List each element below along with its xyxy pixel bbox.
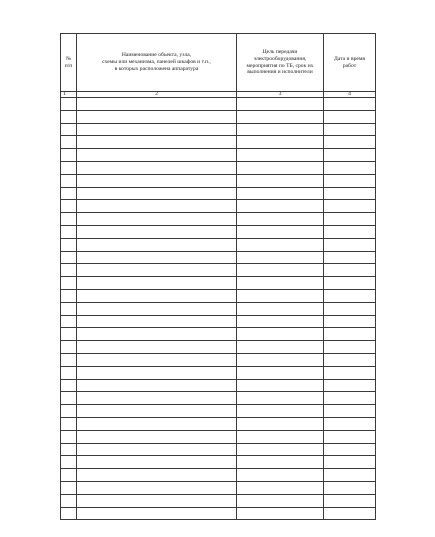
- cell-number[interactable]: [61, 507, 77, 520]
- header-object-name: [77, 34, 237, 92]
- cell-object-name[interactable]: [77, 200, 237, 213]
- cell-purpose[interactable]: [237, 98, 324, 111]
- work-log-table: [60, 33, 376, 520]
- cell-date-time[interactable]: [324, 149, 376, 162]
- cell-number[interactable]: [61, 123, 77, 136]
- cell-number[interactable]: [61, 213, 77, 226]
- table-row: [61, 277, 376, 290]
- cell-number[interactable]: [61, 225, 77, 238]
- cell-object-name[interactable]: [77, 494, 237, 507]
- header-row: [61, 34, 376, 92]
- cell-number[interactable]: [61, 277, 77, 290]
- cell-number[interactable]: [61, 149, 77, 162]
- header-number: [61, 34, 77, 92]
- cell-purpose[interactable]: [237, 149, 324, 162]
- cell-number[interactable]: [61, 417, 77, 430]
- cell-object-name[interactable]: [77, 225, 237, 238]
- cell-date-time[interactable]: [324, 289, 376, 302]
- cell-purpose[interactable]: [237, 136, 324, 149]
- cell-number[interactable]: [61, 98, 77, 111]
- cell-purpose[interactable]: [237, 251, 324, 264]
- cell-object-name[interactable]: [77, 136, 237, 149]
- cell-date-time[interactable]: [324, 456, 376, 469]
- cell-object-name[interactable]: [77, 443, 237, 456]
- cell-purpose[interactable]: [237, 353, 324, 366]
- table-row: [61, 443, 376, 456]
- column-number-1: 1: [61, 92, 77, 98]
- table-row: [61, 200, 376, 213]
- cell-date-time[interactable]: [324, 123, 376, 136]
- cell-date-time[interactable]: [324, 161, 376, 174]
- cell-object-name[interactable]: [77, 187, 237, 200]
- cell-object-name[interactable]: [77, 123, 237, 136]
- cell-date-time[interactable]: [324, 136, 376, 149]
- cell-date-time[interactable]: [324, 238, 376, 251]
- table-row: [61, 456, 376, 469]
- cell-number[interactable]: [61, 174, 77, 187]
- cell-number[interactable]: [61, 405, 77, 418]
- cell-date-time[interactable]: [324, 366, 376, 379]
- cell-object-name[interactable]: [77, 110, 237, 123]
- table-row: [61, 251, 376, 264]
- table-row: [61, 123, 376, 136]
- table-row: [61, 341, 376, 354]
- cell-number[interactable]: [61, 353, 77, 366]
- cell-date-time[interactable]: [324, 443, 376, 456]
- column-number-2: 2: [77, 92, 237, 98]
- cell-date-time[interactable]: [324, 417, 376, 430]
- cell-purpose[interactable]: [237, 456, 324, 469]
- cell-date-time[interactable]: [324, 494, 376, 507]
- table-row: [61, 417, 376, 430]
- cell-number[interactable]: [61, 328, 77, 341]
- cell-date-time[interactable]: [324, 187, 376, 200]
- cell-purpose[interactable]: [237, 341, 324, 354]
- cell-date-time[interactable]: [324, 481, 376, 494]
- table-row: [61, 315, 376, 328]
- table-row: [61, 110, 376, 123]
- cell-date-time[interactable]: [324, 110, 376, 123]
- cell-object-name[interactable]: [77, 149, 237, 162]
- cell-object-name[interactable]: [77, 456, 237, 469]
- table-row: [61, 302, 376, 315]
- cell-number[interactable]: [61, 238, 77, 251]
- cell-date-time[interactable]: [324, 174, 376, 187]
- log-sheet: [60, 33, 375, 503]
- cell-number[interactable]: [61, 379, 77, 392]
- cell-purpose[interactable]: [237, 277, 324, 290]
- cell-object-name[interactable]: [77, 379, 237, 392]
- cell-number[interactable]: [61, 366, 77, 379]
- header-purpose: [237, 34, 324, 92]
- cell-purpose[interactable]: [237, 200, 324, 213]
- table-row: [61, 98, 376, 111]
- table-row: [61, 469, 376, 482]
- cell-object-name[interactable]: [77, 328, 237, 341]
- cell-number[interactable]: [61, 289, 77, 302]
- cell-purpose[interactable]: [237, 328, 324, 341]
- cell-purpose[interactable]: [237, 123, 324, 136]
- cell-purpose[interactable]: [237, 507, 324, 520]
- cell-object-name[interactable]: [77, 213, 237, 226]
- table-row: [61, 405, 376, 418]
- cell-purpose[interactable]: [237, 392, 324, 405]
- table-row: [61, 366, 376, 379]
- cell-date-time[interactable]: [324, 251, 376, 264]
- header-purpose-label: Цель передачи электрооборудования, мероприятия по ТБ, срок их выполнения и исполнители: [246, 48, 314, 76]
- table-row: [61, 289, 376, 302]
- table-row: [61, 238, 376, 251]
- table-row: [61, 430, 376, 443]
- cell-number[interactable]: [61, 161, 77, 174]
- cell-number[interactable]: [61, 136, 77, 149]
- cell-date-time[interactable]: [324, 200, 376, 213]
- cell-purpose[interactable]: [237, 289, 324, 302]
- cell-object-name[interactable]: [77, 238, 237, 251]
- table-row: [61, 161, 376, 174]
- cell-date-time[interactable]: [324, 277, 376, 290]
- cell-date-time[interactable]: [324, 225, 376, 238]
- cell-purpose[interactable]: [237, 417, 324, 430]
- cell-date-time[interactable]: [324, 353, 376, 366]
- column-number-3: 3: [237, 92, 324, 98]
- cell-object-name[interactable]: [77, 405, 237, 418]
- cell-purpose[interactable]: [237, 110, 324, 123]
- cell-purpose[interactable]: [237, 187, 324, 200]
- cell-date-time[interactable]: [324, 328, 376, 341]
- cell-date-time[interactable]: [324, 264, 376, 277]
- cell-purpose[interactable]: [237, 443, 324, 456]
- cell-purpose[interactable]: [237, 469, 324, 482]
- cell-date-time[interactable]: [324, 405, 376, 418]
- header-date-time-label: Дата и время работ: [334, 55, 365, 69]
- cell-object-name[interactable]: [77, 341, 237, 354]
- table-row: [61, 379, 376, 392]
- table-row: [61, 507, 376, 520]
- cell-object-name[interactable]: [77, 98, 237, 111]
- cell-date-time[interactable]: [324, 98, 376, 111]
- cell-date-time[interactable]: [324, 392, 376, 405]
- cell-number[interactable]: [61, 456, 77, 469]
- cell-purpose[interactable]: [237, 225, 324, 238]
- cell-number[interactable]: [61, 392, 77, 405]
- cell-purpose[interactable]: [237, 379, 324, 392]
- cell-date-time[interactable]: [324, 507, 376, 520]
- table-row: [61, 328, 376, 341]
- cell-purpose[interactable]: [237, 213, 324, 226]
- cell-object-name[interactable]: [77, 277, 237, 290]
- table-row: [61, 225, 376, 238]
- cell-number[interactable]: [61, 481, 77, 494]
- cell-object-name[interactable]: [77, 289, 237, 302]
- cell-number[interactable]: [61, 200, 77, 213]
- table-row: [61, 481, 376, 494]
- header-number-label: № п/п: [64, 55, 73, 69]
- cell-object-name[interactable]: [77, 251, 237, 264]
- cell-object-name[interactable]: [77, 469, 237, 482]
- cell-number[interactable]: [61, 430, 77, 443]
- cell-object-name[interactable]: [77, 264, 237, 277]
- cell-object-name[interactable]: [77, 366, 237, 379]
- cell-object-name[interactable]: [77, 481, 237, 494]
- table-row: [61, 174, 376, 187]
- header-object-name-label: Наименование объекта, узла, схемы или механизма, панелей шкафов и т.п., в которых расположена аппаратура: [102, 52, 211, 72]
- cell-date-time[interactable]: [324, 341, 376, 354]
- table-row: [61, 187, 376, 200]
- table-row: [61, 353, 376, 366]
- cell-number[interactable]: [61, 341, 77, 354]
- cell-date-time[interactable]: [324, 315, 376, 328]
- cell-date-time[interactable]: [324, 469, 376, 482]
- cell-purpose[interactable]: [237, 366, 324, 379]
- cell-number[interactable]: [61, 315, 77, 328]
- cell-number[interactable]: [61, 264, 77, 277]
- cell-object-name[interactable]: [77, 315, 237, 328]
- cell-purpose[interactable]: [237, 238, 324, 251]
- cell-object-name[interactable]: [77, 507, 237, 520]
- cell-date-time[interactable]: [324, 213, 376, 226]
- header-date-time: [324, 34, 376, 92]
- cell-purpose[interactable]: [237, 264, 324, 277]
- cell-date-time[interactable]: [324, 302, 376, 315]
- cell-object-name[interactable]: [77, 161, 237, 174]
- cell-purpose[interactable]: [237, 315, 324, 328]
- cell-purpose[interactable]: [237, 174, 324, 187]
- cell-purpose[interactable]: [237, 302, 324, 315]
- cell-object-name[interactable]: [77, 353, 237, 366]
- table-row: [61, 494, 376, 507]
- cell-date-time[interactable]: [324, 379, 376, 392]
- cell-purpose[interactable]: [237, 481, 324, 494]
- cell-number[interactable]: [61, 494, 77, 507]
- cell-object-name[interactable]: [77, 417, 237, 430]
- cell-object-name[interactable]: [77, 302, 237, 315]
- table-row: [61, 213, 376, 226]
- cell-number[interactable]: [61, 443, 77, 456]
- cell-number[interactable]: [61, 302, 77, 315]
- cell-object-name[interactable]: [77, 174, 237, 187]
- table-body: [61, 98, 376, 520]
- table-row: [61, 264, 376, 277]
- cell-purpose[interactable]: [237, 494, 324, 507]
- table-row: [61, 149, 376, 162]
- cell-purpose[interactable]: [237, 161, 324, 174]
- cell-date-time[interactable]: [324, 430, 376, 443]
- cell-number[interactable]: [61, 469, 77, 482]
- cell-object-name[interactable]: [77, 430, 237, 443]
- table-row: [61, 392, 376, 405]
- column-number-4: 4: [324, 92, 376, 98]
- table-row: [61, 136, 376, 149]
- cell-number[interactable]: [61, 251, 77, 264]
- cell-number[interactable]: [61, 187, 77, 200]
- cell-object-name[interactable]: [77, 392, 237, 405]
- cell-number[interactable]: [61, 110, 77, 123]
- cell-purpose[interactable]: [237, 430, 324, 443]
- cell-purpose[interactable]: [237, 405, 324, 418]
